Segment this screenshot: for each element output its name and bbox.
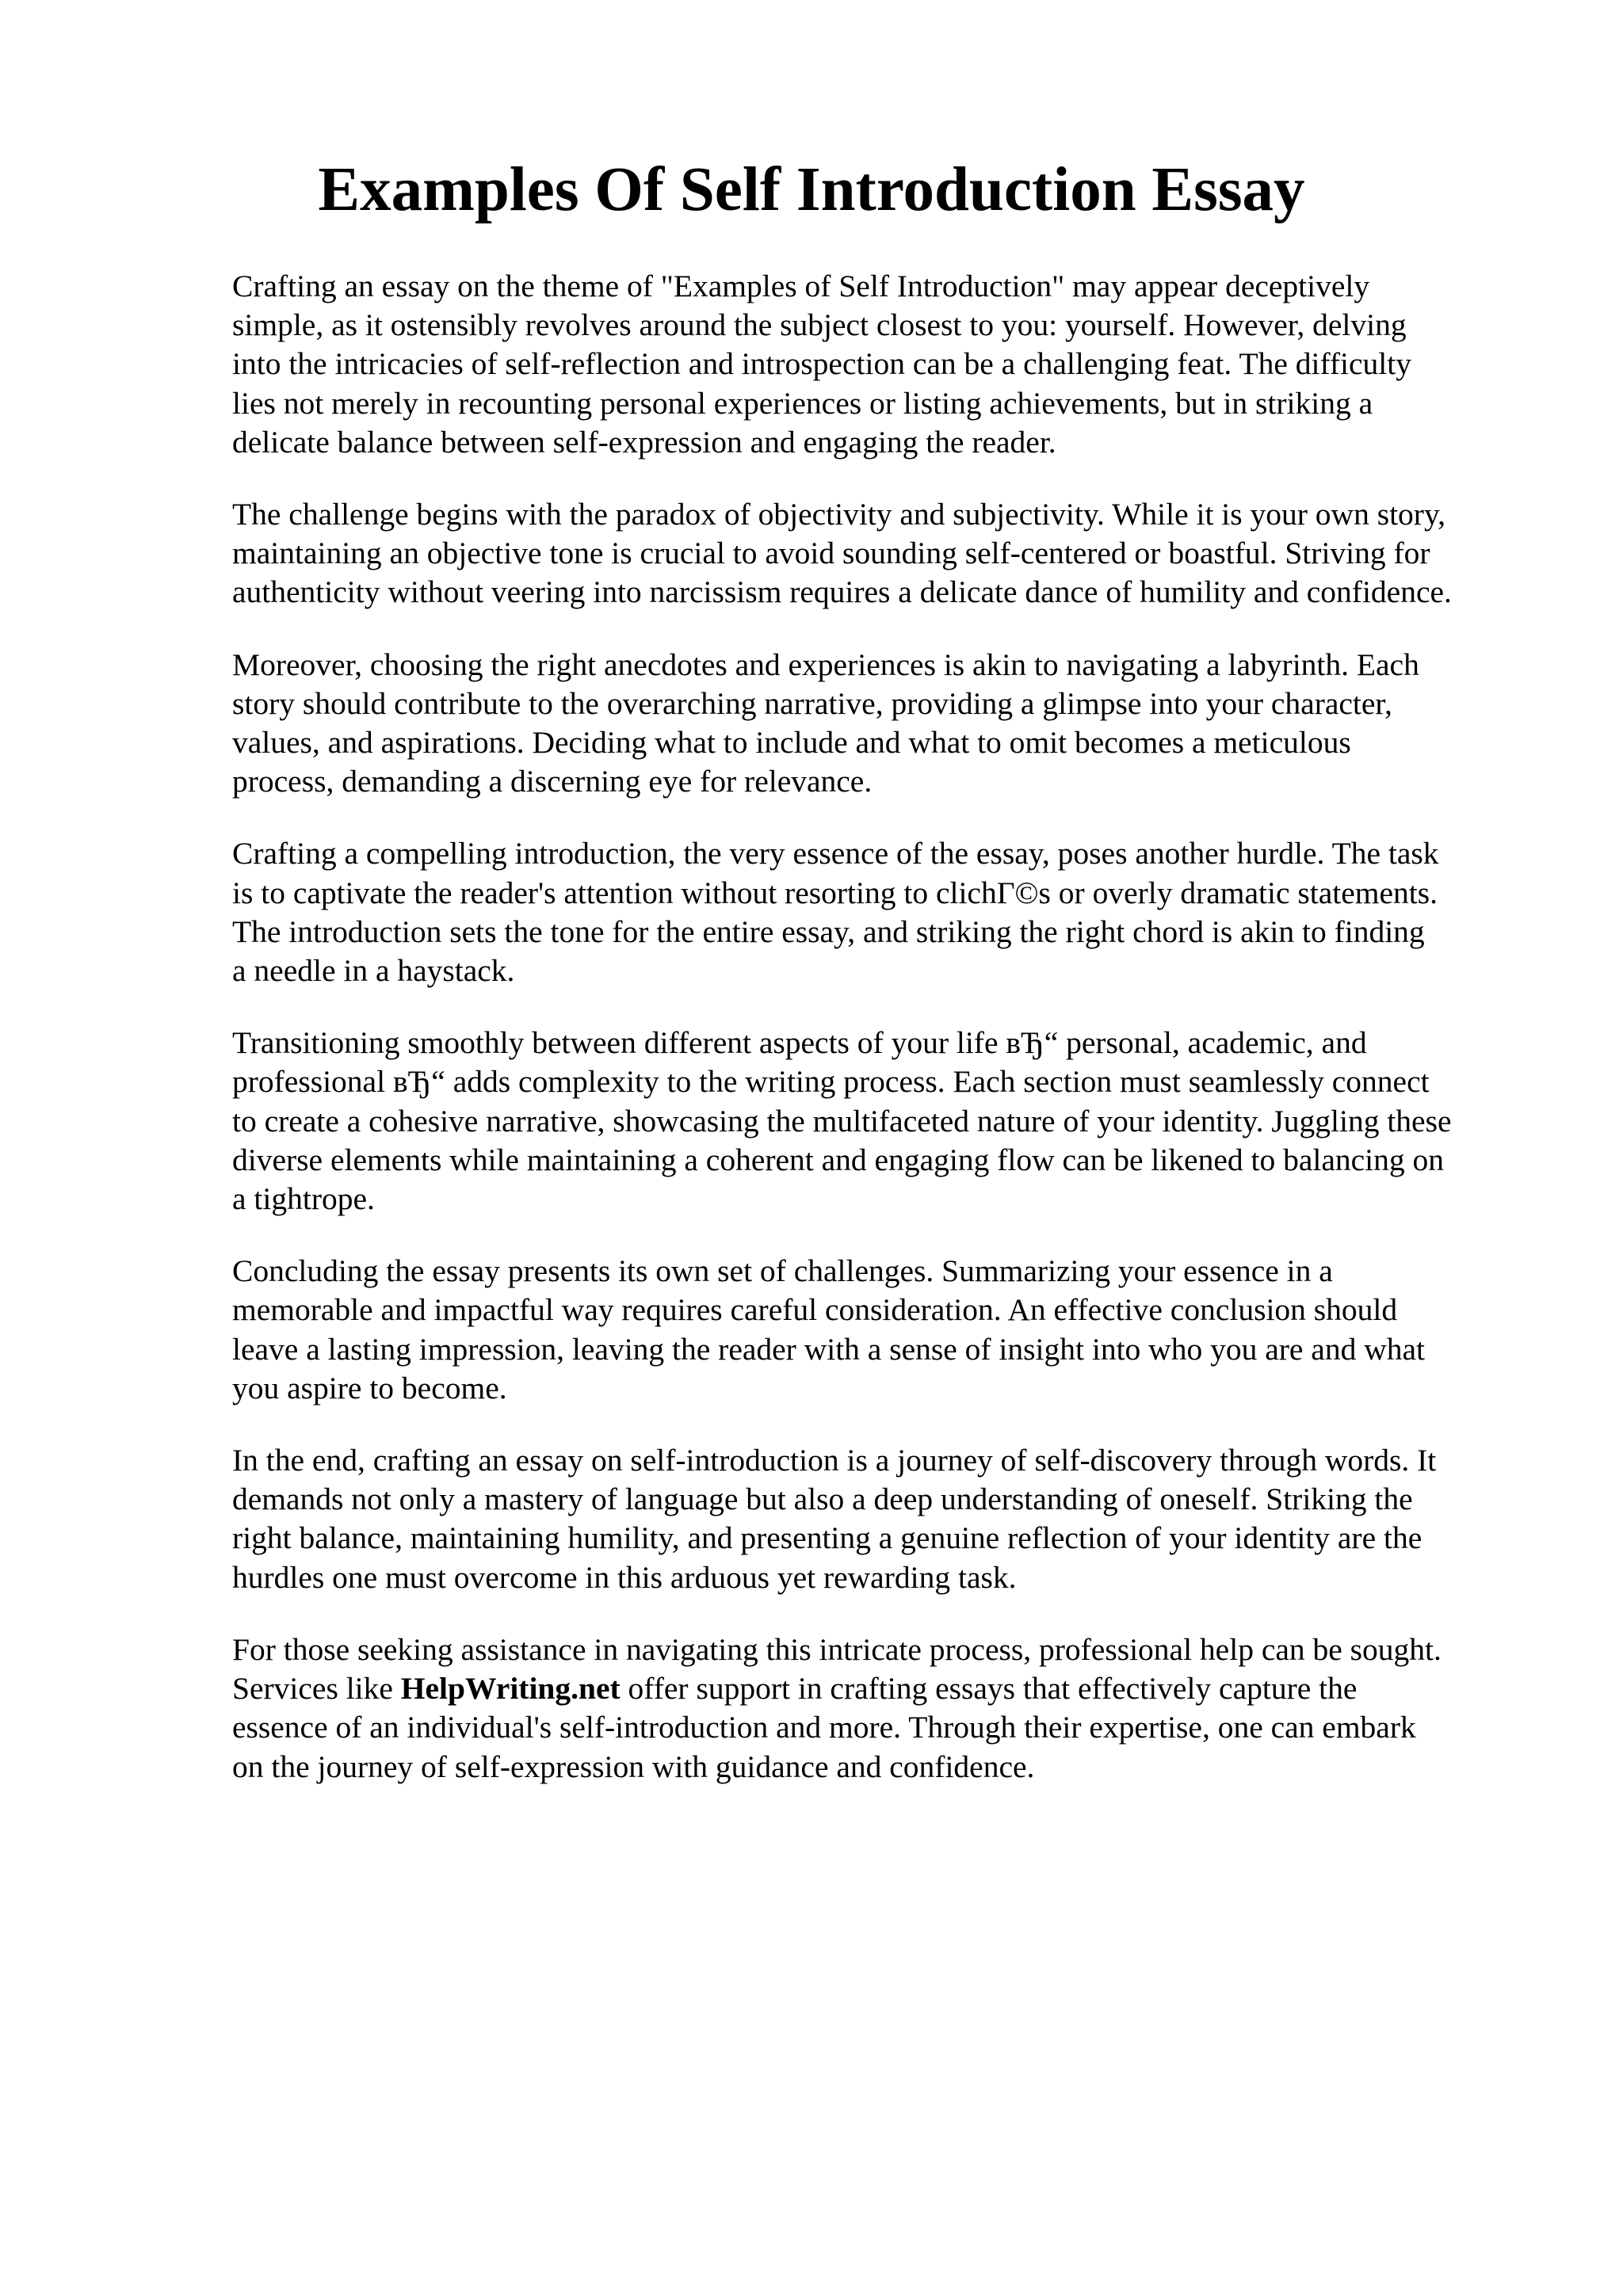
text-fragment: offer support in crafting essays that effectively capture the <box>620 1671 1358 1707</box>
paragraph-6 <box>232 1252 1524 1408</box>
text-line: The challenge begins with the paradox of objectivity and subjectivity. While it is your own story, <box>232 497 1446 532</box>
text-line: hurdles one must overcome in this arduous yet rewarding task. <box>232 1559 1017 1595</box>
text-line: to create a cohesive narrative, showcasing the multifaceted nature of your identity. Juggling these <box>232 1103 1452 1138</box>
text-line <box>232 1669 1524 1708</box>
text-line: Concluding the essay presents its own set of challenges. Summarizing your essence in a <box>232 1253 1333 1289</box>
text-line: lies not merely in recounting personal experiences or listing achievements, but in striking a <box>232 385 1373 421</box>
paragraph-3 <box>232 646 1524 802</box>
text-line: Transitioning smoothly between different aspects of your life вЂ“ personal, academic, and <box>232 1025 1367 1061</box>
text-line: leave a lasting impression, leaving the reader with a sense of insight into who you are and what <box>232 1331 1425 1367</box>
text-line: memorable and impactful way requires careful consideration. An effective conclusion should <box>232 1292 1398 1328</box>
text-line: authenticity without veering into narcissism requires a delicate dance of humility and confidence. <box>232 574 1452 610</box>
text-line: you aspire to become. <box>232 1370 507 1405</box>
text-line: Crafting a compelling introduction, the very essence of the essay, poses another hurdle. The task <box>232 836 1439 871</box>
paragraph-8 <box>232 1630 1524 1787</box>
text-line: story should contribute to the overarching narrative, providing a glimpse into your character, <box>232 685 1392 721</box>
text-line: professional вЂ“ adds complexity to the writing process. Each section must seamlessly connect <box>232 1064 1430 1100</box>
text-line: Moreover, choosing the right anecdotes and experiences is akin to navigating a labyrinth. Each <box>232 646 1419 682</box>
paragraph-5 <box>232 1024 1524 1219</box>
page-title: Examples Of Self Introduction Essay <box>318 155 1305 224</box>
text-line: simple, as it ostensibly revolves around the subject closest to you: yourself. However, delving <box>232 307 1407 343</box>
paragraph-7 <box>232 1441 1524 1597</box>
brand-name: HelpWriting.net <box>400 1671 621 1707</box>
text-line: Crafting an essay on the theme of "Examples of Self Introduction" may appear deceptively <box>232 269 1370 303</box>
paragraph-2 <box>232 495 1524 612</box>
text-line: diverse elements while maintaining a coherent and engaging flow can be likened to balancing on <box>232 1142 1445 1177</box>
text-line: demands not only a mastery of language but also a deep understanding of oneself. Striking the <box>232 1482 1413 1517</box>
text-line: The introduction sets the tone for the entire essay, and striking the right chord is akin to finding <box>232 913 1425 949</box>
text-line: a needle in a haystack. <box>232 953 515 989</box>
paragraph-1 <box>232 267 1524 462</box>
text-line: process, demanding a discerning eye for relevance. <box>232 764 873 799</box>
text-line: In the end, crafting an essay on self-introduction is a journey of self-discovery through words. It <box>232 1443 1437 1478</box>
paragraph-4 <box>232 834 1524 990</box>
text-fragment: Services like <box>232 1671 401 1707</box>
text-line: For those seeking assistance in navigating this intricate process, professional help can be sought. <box>232 1631 1442 1667</box>
text-line: maintaining an objective tone is crucial to avoid sounding self-centered or boastful. Striving for <box>232 536 1430 571</box>
text-line: values, and aspirations. Deciding what to include and what to omit becomes a meticulous <box>232 725 1351 761</box>
text-line: a tightrope. <box>232 1181 375 1217</box>
text-line: into the intricacies of self-reflection and introspection can be a challenging feat. The difficulty <box>232 346 1412 382</box>
essay-body <box>232 267 1524 1820</box>
text-line: on the journey of self-expression with guidance and confidence. <box>232 1749 1035 1784</box>
text-line: essence of an individual's self-introduction and more. Through their expertise, one can embark <box>232 1710 1416 1745</box>
text-line: delicate balance between self-expression and engaging the reader. <box>232 424 1056 460</box>
text-line: right balance, maintaining humility, and presenting a genuine reflection of your identity are the <box>232 1520 1423 1556</box>
text-line: is to captivate the reader's attention without resorting to clichГ©s or overly dramatic statements. <box>232 875 1438 910</box>
